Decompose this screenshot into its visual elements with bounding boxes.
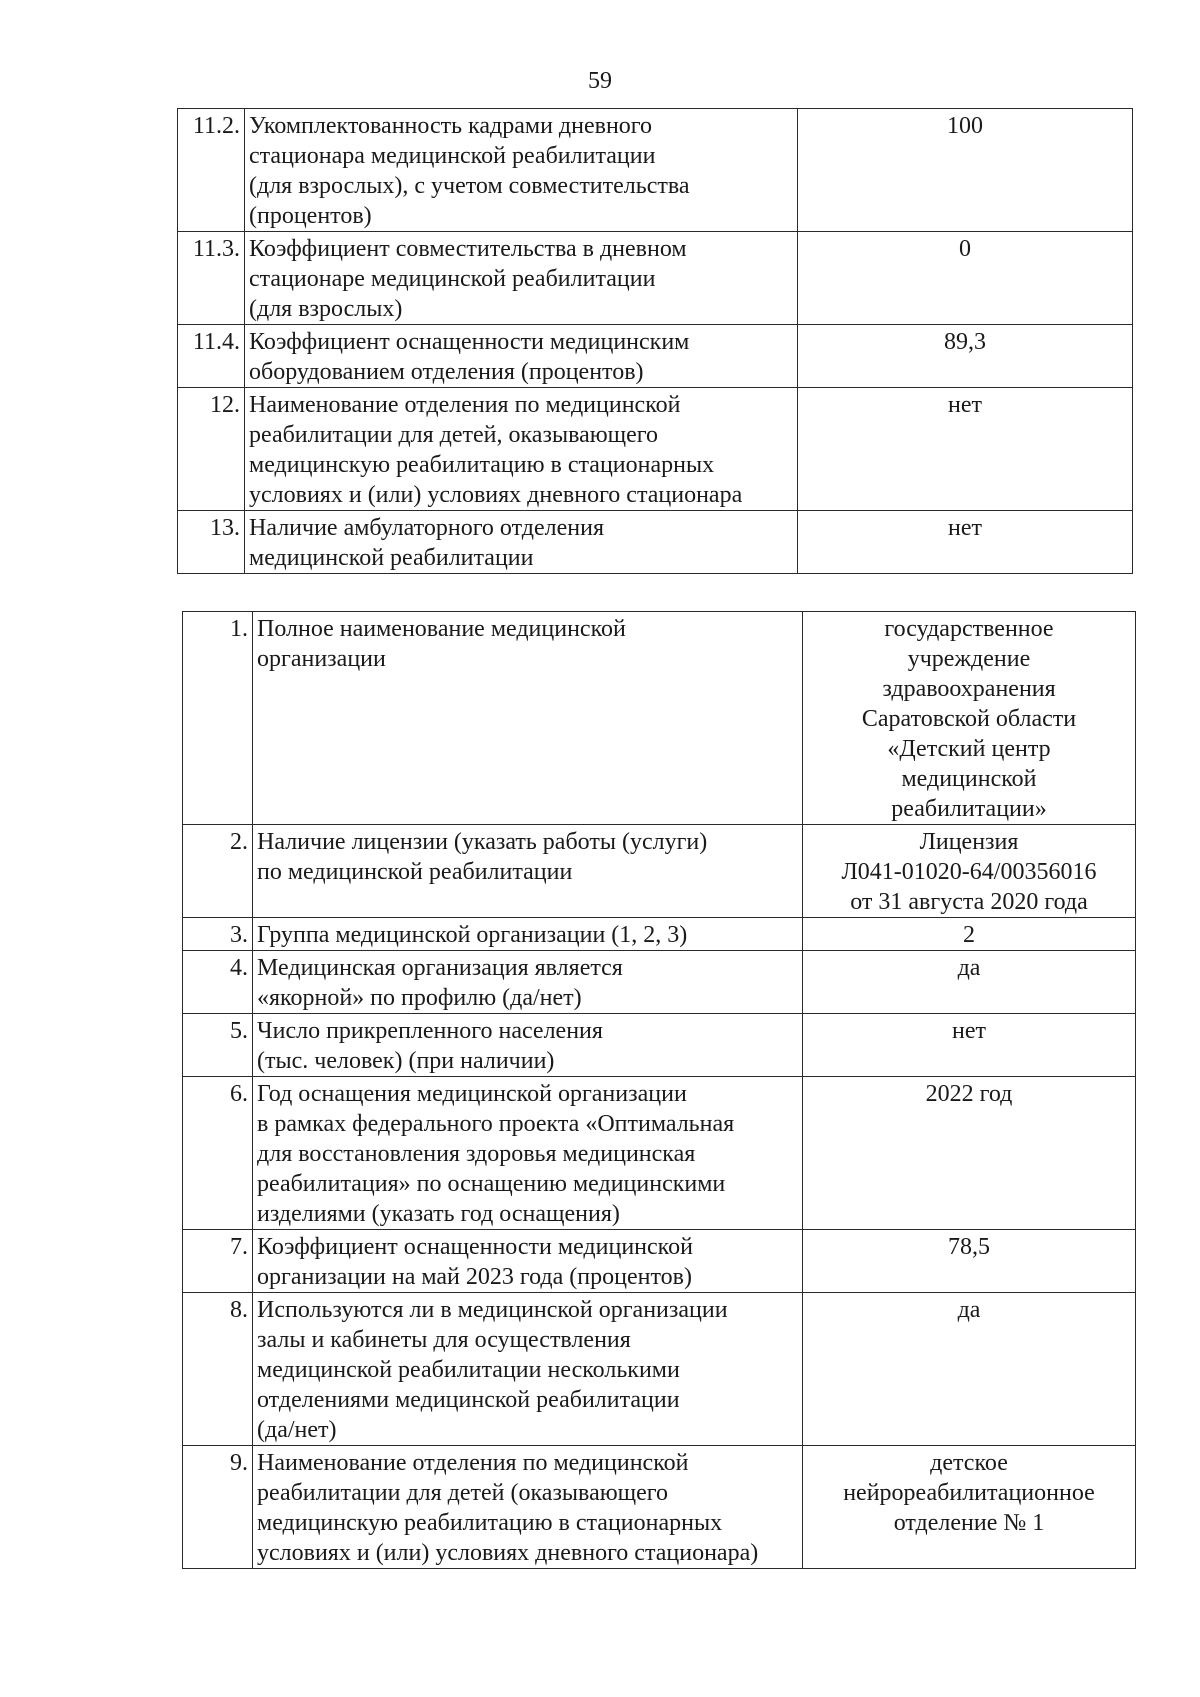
- row-label-line: (тыс. человек) (при наличии): [257, 1048, 555, 1074]
- row-value-line: 2022 год: [925, 1081, 1013, 1107]
- row-label-line: в рамках федерального проекта «Оптимальная: [257, 1111, 735, 1137]
- row-number: 8.: [183, 1293, 253, 1446]
- row-label-line: Группа медицинской организации (1, 2, 3): [257, 922, 688, 948]
- table-row: [178, 325, 1133, 388]
- row-label: [253, 1230, 803, 1293]
- row-value: [798, 511, 1133, 574]
- row-value: [803, 1077, 1136, 1230]
- row-label-line: оборудованием отделения (процентов): [249, 359, 644, 385]
- row-value-line: 0: [959, 236, 971, 262]
- row-number: 4.: [183, 951, 253, 1014]
- organization-profile-table: [182, 611, 1136, 1569]
- row-label-line: Коэффициент оснащенности медицинской: [257, 1234, 693, 1260]
- row-value: [798, 109, 1133, 232]
- row-number: 7.: [183, 1230, 253, 1293]
- row-label-line: по медицинской реабилитации: [257, 859, 573, 885]
- row-value-line: Лицензия: [919, 829, 1019, 855]
- row-label: [253, 825, 803, 918]
- row-label-line: условиях и (или) условиях дневного стационара): [257, 1540, 759, 1566]
- row-value-line: отделение № 1: [893, 1510, 1045, 1536]
- row-label-line: Год оснащения медицинской организации: [257, 1081, 687, 1107]
- row-label-line: стационаре медицинской реабилитации: [249, 266, 656, 292]
- row-number: 11.3.: [178, 232, 245, 325]
- row-value-line: 89,3: [944, 329, 986, 355]
- row-label-line: реабилитации для детей, оказывающего: [249, 422, 659, 448]
- row-value-line: да: [957, 955, 981, 981]
- row-number: 2.: [183, 825, 253, 918]
- row-value: [798, 325, 1133, 388]
- row-label-line: организации: [257, 646, 386, 672]
- row-label-line: Число прикрепленного населения: [257, 1018, 603, 1044]
- row-value-line: нет: [948, 392, 982, 418]
- row-label-line: Коэффициент совместительства в дневном: [249, 236, 687, 262]
- row-label-line: Наличие лицензии (указать работы (услуги): [257, 829, 708, 855]
- row-value: [803, 918, 1136, 951]
- indicators-table-continued: [177, 108, 1133, 574]
- row-label: [245, 388, 798, 511]
- row-label: [253, 951, 803, 1014]
- row-value-line: да: [957, 1297, 981, 1323]
- row-label-line: для восстановления здоровья медицинская: [257, 1141, 696, 1167]
- row-label: [253, 612, 803, 825]
- table-row: [183, 951, 1136, 1014]
- row-label-line: Наименование отделения по медицинской: [249, 392, 681, 418]
- row-label: [245, 511, 798, 574]
- row-value-line: 100: [947, 113, 983, 139]
- table-row: [183, 825, 1136, 918]
- row-label: [245, 325, 798, 388]
- row-label-line: Полное наименование медицинской: [257, 616, 626, 642]
- row-label-line: реабилитация» по оснащению медицинскими: [257, 1171, 726, 1197]
- row-value: [798, 232, 1133, 325]
- row-label: [253, 1446, 803, 1569]
- row-label-line: Медицинская организация является: [257, 955, 623, 981]
- row-label-line: (процентов): [249, 203, 372, 229]
- row-value: [803, 825, 1136, 918]
- row-number: 3.: [183, 918, 253, 951]
- row-value-line: нет: [952, 1018, 986, 1044]
- table-row: [183, 918, 1136, 951]
- row-label-line: медицинскую реабилитацию в стационарных: [257, 1510, 723, 1536]
- row-value-line: нейрореабилитационное: [843, 1480, 1095, 1506]
- row-label-line: (да/нет): [257, 1417, 337, 1443]
- row-value-line: «Детский центр: [887, 736, 1051, 762]
- row-label-line: Наличие амбулаторного отделения: [249, 515, 605, 541]
- row-value-line: учреждение: [907, 646, 1031, 672]
- row-number: 11.4.: [178, 325, 245, 388]
- row-number: 6.: [183, 1077, 253, 1230]
- row-label: [253, 918, 803, 951]
- row-number: 11.2.: [178, 109, 245, 232]
- row-number: 13.: [178, 511, 245, 574]
- table-row: [183, 1446, 1136, 1569]
- row-label-line: реабилитации для детей (оказывающего: [257, 1480, 669, 1506]
- row-value: [803, 951, 1136, 1014]
- row-value-line: 78,5: [948, 1234, 990, 1260]
- row-value: [798, 388, 1133, 511]
- table-row: [183, 612, 1136, 825]
- row-label-line: Коэффициент оснащенности медицинским: [249, 329, 690, 355]
- row-value-line: Саратовской области: [861, 706, 1077, 732]
- row-label-line: (для взрослых), с учетом совместительства: [249, 173, 690, 199]
- row-value-line: здравоохранения: [882, 676, 1056, 702]
- row-label: [253, 1077, 803, 1230]
- row-label-line: (для взрослых): [249, 296, 403, 322]
- table-row: [178, 109, 1133, 232]
- row-value: [803, 1014, 1136, 1077]
- row-label-line: Наименование отделения по медицинской: [257, 1450, 689, 1476]
- table-row: [183, 1230, 1136, 1293]
- row-value: [803, 612, 1136, 825]
- row-value: [803, 1446, 1136, 1569]
- row-number: 9.: [183, 1446, 253, 1569]
- table-row: [178, 232, 1133, 325]
- row-label-line: отделениями медицинской реабилитации: [257, 1387, 680, 1413]
- table-row: [178, 511, 1133, 574]
- row-value-line: нет: [948, 515, 982, 541]
- row-label: [245, 109, 798, 232]
- table-row: [178, 388, 1133, 511]
- row-label: [253, 1293, 803, 1446]
- row-value-line: государственное: [884, 616, 1054, 642]
- row-label-line: медицинскую реабилитацию в стационарных: [249, 452, 715, 478]
- row-label-line: медицинской реабилитации несколькими: [257, 1357, 680, 1383]
- row-label-line: изделиями (указать год оснащения): [257, 1201, 620, 1227]
- row-label-line: Укомплектованность кадрами дневного: [249, 113, 653, 139]
- table-row: [183, 1293, 1136, 1446]
- row-label-line: «якорной» по профилю (да/нет): [257, 985, 582, 1011]
- row-value-line: реабилитации»: [891, 796, 1047, 822]
- row-value: [803, 1293, 1136, 1446]
- row-label-line: организации на май 2023 года (процентов): [257, 1264, 692, 1290]
- row-number: 1.: [183, 612, 253, 825]
- row-number: 5.: [183, 1014, 253, 1077]
- row-label-line: медицинской реабилитации: [249, 545, 534, 571]
- row-label: [253, 1014, 803, 1077]
- row-label: [245, 232, 798, 325]
- row-label-line: стационара медицинской реабилитации: [249, 143, 656, 169]
- row-value: [803, 1230, 1136, 1293]
- row-value-line: детское: [930, 1450, 1008, 1476]
- row-label-line: условиях и (или) условиях дневного стационара: [249, 482, 743, 508]
- table-row: [183, 1077, 1136, 1230]
- table-row: [183, 1014, 1136, 1077]
- row-value-line: Л041-01020-64/00356016: [841, 859, 1097, 885]
- page-number: 59: [588, 68, 612, 94]
- row-value-line: медицинской: [901, 766, 1037, 792]
- row-label-line: залы и кабинеты для осуществления: [257, 1327, 631, 1353]
- row-number: 12.: [178, 388, 245, 511]
- row-value-line: 2: [963, 922, 975, 948]
- row-label-line: Используются ли в медицинской организации: [257, 1297, 728, 1323]
- row-value-line: от 31 августа 2020 года: [850, 889, 1088, 915]
